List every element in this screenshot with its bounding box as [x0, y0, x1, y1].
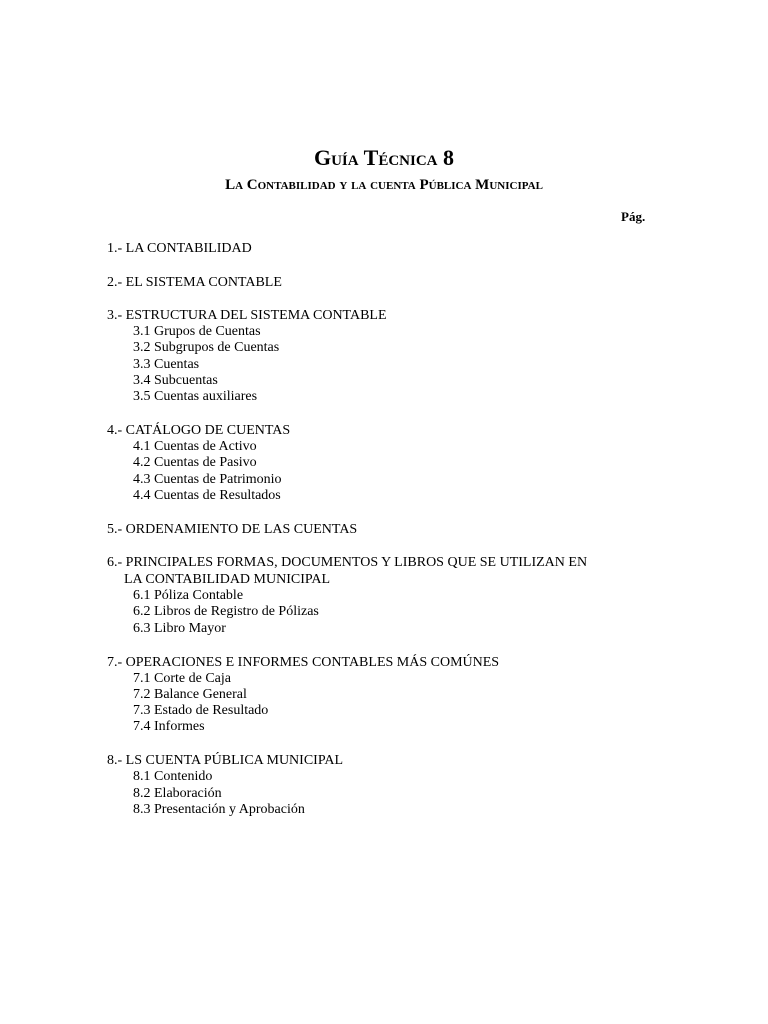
toc-section-4 [107, 422, 667, 504]
toc-subitem: 8.1 Contenido [133, 769, 213, 785]
toc-subitem: 3.2 Subgrupos de Cuentas [133, 340, 280, 356]
toc-section-2 [107, 274, 667, 291]
toc-section-6 [107, 554, 667, 637]
toc-section-title-line2: LA CONTABILIDAD MUNICIPAL [124, 572, 331, 588]
toc-subitem: 4.3 Cuentas de Patrimonio [133, 471, 282, 487]
toc-section-title-line1: 6.- PRINCIPALES FORMAS, DOCUMENTOS Y LIBROS QUE SE UTILIZAN EN [107, 555, 588, 571]
toc-subitem: 7.2 Balance General [133, 686, 247, 702]
toc-section-title: 2.- EL SISTEMA CONTABLE [107, 274, 282, 290]
toc-subitem: 3.1 Grupos de Cuentas [133, 324, 261, 339]
page-column-header: Pág. [621, 209, 646, 224]
toc-subitem: 8.2 Elaboración [133, 785, 222, 801]
toc-subitem: 4.4 Cuentas de Resultados [133, 487, 281, 503]
toc-section-title [107, 554, 667, 588]
toc-section-1 [107, 240, 667, 257]
toc-subitem: 3.4 Subcuentas [133, 372, 218, 388]
document-subtitle: La Contabilidad y la cuenta Pública Municipal [225, 177, 543, 193]
toc-section-title: 8.- LS CUENTA PÚBLICA MUNICIPAL [107, 753, 343, 769]
toc-subitem: 6.2 Libros de Registro de Pólizas [133, 604, 319, 620]
toc-subitem: 6.1 Póliza Contable [133, 588, 244, 604]
toc-section-5 [107, 521, 667, 538]
toc-subitem: 7.4 Informes [133, 719, 205, 735]
toc-section-title: 5.- ORDENAMIENTO DE LAS CUENTAS [107, 521, 358, 537]
toc-subitem: 8.3 Presentación y Aprobación [133, 801, 305, 817]
toc-section-title: 7.- OPERACIONES E INFORMES CONTABLES MÁS COMÚNES [107, 654, 500, 670]
toc-section-3 [107, 307, 667, 405]
toc-subitem: 4.2 Cuentas de Pasivo [133, 455, 257, 471]
toc-section-title: 4.- CATÁLOGO DE CUENTAS [107, 422, 291, 438]
toc-subitem: 4.1 Cuentas de Activo [133, 438, 257, 454]
table-of-contents [107, 240, 667, 835]
toc-section-8 [107, 752, 667, 818]
toc-section-title: 1.- LA CONTABILIDAD [107, 241, 252, 256]
toc-section-7 [107, 654, 667, 736]
toc-section-title: 3.- ESTRUCTURA DEL SISTEMA CONTABLE [107, 308, 387, 323]
document-title: Guía Técnica 8 [313, 145, 455, 170]
toc-subitem: 7.3 Estado de Resultado [133, 703, 269, 719]
toc-subitem: 7.1 Corte de Caja [133, 670, 231, 686]
toc-subitem: 3.3 Cuentas [133, 356, 200, 372]
toc-subitem: 6.3 Libro Mayor [133, 620, 226, 636]
toc-subitem: 3.5 Cuentas auxiliares [133, 389, 258, 405]
